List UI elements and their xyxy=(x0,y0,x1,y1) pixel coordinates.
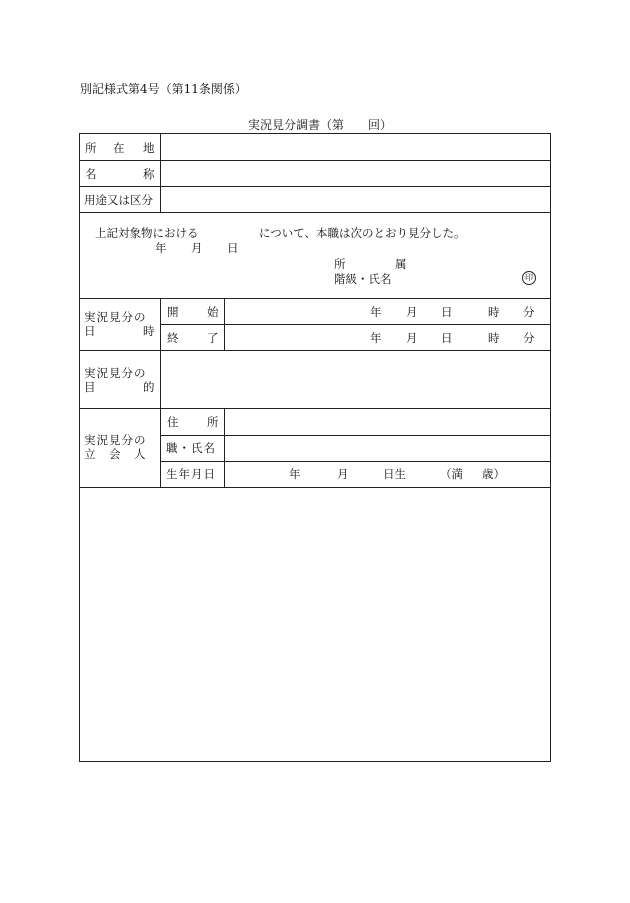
divider xyxy=(160,435,551,436)
end-month-label: 月 xyxy=(406,331,418,345)
usage-label: 用途又は区分 xyxy=(84,193,153,207)
divider xyxy=(79,212,551,213)
witness-address-label-char: 住 xyxy=(167,415,179,429)
form-number-header: 別記様式第4号（第11条関係） xyxy=(80,82,247,96)
end-minute-label: 分 xyxy=(523,331,535,345)
divider xyxy=(160,133,161,212)
witness-address-label-char: 所 xyxy=(207,415,219,429)
divider xyxy=(160,461,551,462)
end-year-label: 年 xyxy=(370,331,382,345)
birth-day-label: 日生 xyxy=(383,467,406,481)
statement-text: について、本職は次のとおり見分した。 xyxy=(259,226,466,240)
name-label-char: 名 xyxy=(85,167,97,181)
divider xyxy=(160,324,551,325)
birth-year-label: 年 xyxy=(289,467,301,481)
inspection-datetime-label: 実況見分の xyxy=(84,310,147,324)
age-open-label: （満 xyxy=(440,467,463,481)
location-label-char: 在 xyxy=(113,141,125,155)
witness-birthdate-label: 生年月日 xyxy=(166,467,216,481)
divider xyxy=(79,298,551,299)
divider xyxy=(79,186,551,187)
inspection-datetime-label: 日 xyxy=(84,324,96,338)
document-title: 実況見分調書（第 回） xyxy=(248,118,393,132)
start-minute-label: 分 xyxy=(523,305,535,319)
divider xyxy=(224,298,225,350)
name-label-char: 称 xyxy=(143,167,155,181)
purpose-label: 実況見分の xyxy=(84,366,147,380)
end-hour-label: 時 xyxy=(488,331,500,345)
end-day-label: 日 xyxy=(441,331,453,345)
witness-job-name-label: 職・氏名 xyxy=(166,441,216,455)
witness-label: 立 会 人 xyxy=(84,447,147,461)
birth-month-label: 月 xyxy=(337,467,349,481)
seal-mark: 印 xyxy=(522,271,536,285)
divider xyxy=(79,350,551,351)
date-year-label: 年 xyxy=(155,241,167,255)
divider xyxy=(160,298,161,487)
affiliation-label-char: 属 xyxy=(395,257,407,271)
date-month-label: 月 xyxy=(191,241,203,255)
start-day-label: 日 xyxy=(441,305,453,319)
purpose-label: 的 xyxy=(143,380,155,394)
purpose-label: 目 xyxy=(84,380,96,394)
start-hour-label: 時 xyxy=(488,305,500,319)
start-month-label: 月 xyxy=(406,305,418,319)
affiliation-label-char: 所 xyxy=(334,257,346,271)
location-label-char: 地 xyxy=(143,141,155,155)
divider xyxy=(79,160,551,161)
divider xyxy=(79,408,551,409)
witness-label: 実況見分の xyxy=(84,433,147,447)
end-label-char: 終 xyxy=(167,331,179,345)
date-day-label: 日 xyxy=(227,241,239,255)
location-label-char: 所 xyxy=(85,141,97,155)
rank-name-label: 階級・氏名 xyxy=(334,272,392,286)
start-label-char: 始 xyxy=(207,305,219,319)
end-label-char: 了 xyxy=(207,331,219,345)
start-year-label: 年 xyxy=(370,305,382,319)
age-close-label: 歳） xyxy=(482,467,505,481)
inspection-datetime-label: 時 xyxy=(143,324,155,338)
divider xyxy=(224,408,225,487)
free-text-area xyxy=(80,488,550,761)
statement-text: 上記対象物における xyxy=(95,226,199,240)
start-label-char: 開 xyxy=(167,305,179,319)
